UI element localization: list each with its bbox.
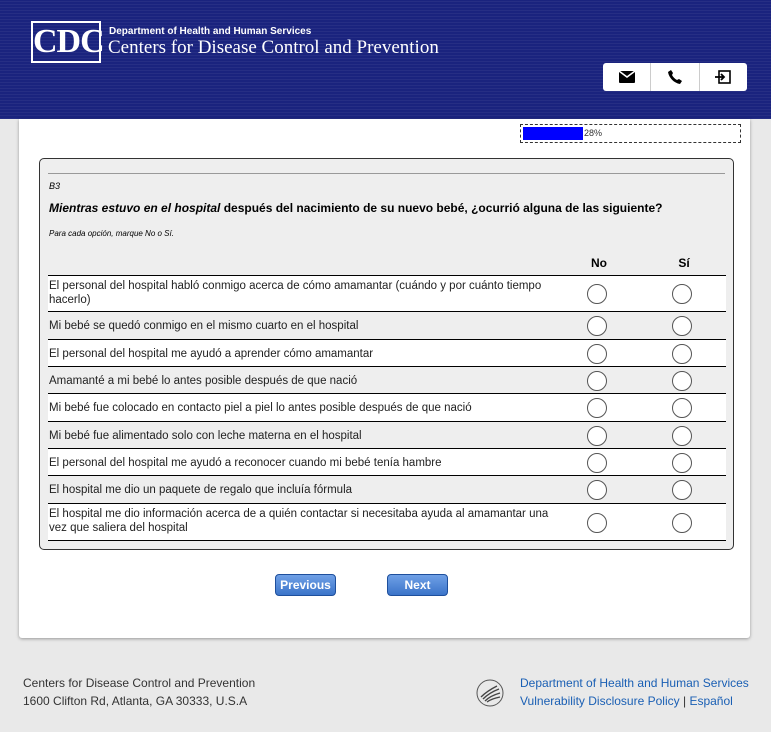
- table-bottom-border: [48, 540, 726, 541]
- hhs-eagle-icon: [475, 678, 505, 708]
- contact-button-group: [603, 63, 747, 91]
- table-row: [48, 311, 726, 339]
- cdc-logo[interactable]: CDC: [31, 21, 101, 63]
- site-header: [0, 0, 771, 119]
- radio-si[interactable]: [672, 371, 692, 391]
- row-label: El personal del hospital habló conmigo acerca de cómo amamantar (cuándo y por cuánto tiempo hacerlo): [49, 280, 542, 306]
- radio-si[interactable]: [672, 398, 692, 418]
- hhs-link[interactable]: Department of Health and Human Services: [520, 676, 749, 690]
- radio-no[interactable]: [587, 480, 607, 500]
- table-row: [48, 421, 726, 448]
- table-row: [48, 448, 726, 475]
- radio-si[interactable]: [672, 480, 692, 500]
- progress-bar: [520, 124, 741, 143]
- question-id: B3: [49, 181, 61, 191]
- row-label: Mi bebé fue alimentado solo con leche materna en el hospital: [49, 430, 362, 442]
- radio-si[interactable]: [672, 284, 692, 304]
- question-text: [49, 201, 662, 215]
- radio-no[interactable]: [587, 371, 607, 391]
- phone-button[interactable]: [651, 63, 699, 91]
- question-instruction: Para cada opción, marque No o Sí.: [49, 229, 174, 238]
- table-row: [48, 339, 726, 366]
- table-row: [48, 275, 726, 311]
- radio-no[interactable]: [587, 453, 607, 473]
- previous-button[interactable]: Previous: [275, 574, 336, 596]
- radio-si[interactable]: [672, 513, 692, 533]
- org-name: Centers for Disease Control and Prevention: [108, 37, 439, 58]
- mail-icon: [619, 71, 635, 83]
- footer-org-name: Centers for Disease Control and Prevention: [23, 676, 256, 690]
- row-label: El personal del hospital me ayudó a aprender cómo amamantar: [49, 348, 374, 360]
- radio-si[interactable]: [672, 453, 692, 473]
- table-row: [48, 366, 726, 393]
- progress-fill: [523, 127, 583, 140]
- exit-icon: [715, 70, 731, 84]
- vulnerability-disclosure-link[interactable]: Vulnerability Disclosure Policy: [520, 694, 680, 708]
- department-name: Department of Health and Human Services: [109, 26, 312, 37]
- row-label: El hospital me dio información acerca de a quién contactar si necesitaba ayuda al amamantar una vez que saliera del hospital: [49, 508, 549, 534]
- question-box: [39, 158, 734, 550]
- table-row: [48, 503, 726, 540]
- link-separator: |: [682, 694, 687, 708]
- radio-no[interactable]: [587, 513, 607, 533]
- question-text-rest: después del nacimiento de su nuevo bebé, ¿ocurrió alguna de las siguiente?: [220, 201, 663, 215]
- table-row: [48, 393, 726, 421]
- radio-si[interactable]: [672, 316, 692, 336]
- exit-button[interactable]: [700, 63, 747, 91]
- row-label: Mi bebé fue colocado en contacto piel a piel lo antes posible después de que nació: [49, 402, 472, 414]
- radio-no[interactable]: [587, 316, 607, 336]
- divider: [48, 173, 725, 174]
- footer-links: [520, 694, 733, 708]
- radio-si[interactable]: [672, 344, 692, 364]
- row-label: El hospital me dio un paquete de regalo que incluía fórmula: [49, 484, 353, 496]
- question-text-italic: Mientras estuvo en el hospital: [49, 201, 221, 215]
- radio-no[interactable]: [587, 426, 607, 446]
- radio-si[interactable]: [672, 426, 692, 446]
- next-button[interactable]: Next: [387, 574, 448, 596]
- email-button[interactable]: [603, 63, 651, 91]
- row-label: Mi bebé se quedó conmigo en el mismo cuarto en el hospital: [49, 320, 359, 332]
- radio-no[interactable]: [587, 344, 607, 364]
- radio-no[interactable]: [587, 284, 607, 304]
- row-label: El personal del hospital me ayudó a reconocer cuando mi bebé tenía hambre: [49, 457, 442, 469]
- column-header-si: Sí: [678, 256, 690, 270]
- footer-address: 1600 Clifton Rd, Atlanta, GA 30333, U.S.A: [23, 694, 248, 708]
- espanol-link[interactable]: Español: [689, 694, 733, 708]
- phone-icon: [668, 70, 682, 84]
- table-row: [48, 475, 726, 503]
- radio-no[interactable]: [587, 398, 607, 418]
- column-header-no: No: [591, 256, 607, 270]
- progress-label: 28%: [584, 128, 603, 138]
- row-label: Amamanté a mi bebé lo antes posible después de que nació: [49, 375, 358, 387]
